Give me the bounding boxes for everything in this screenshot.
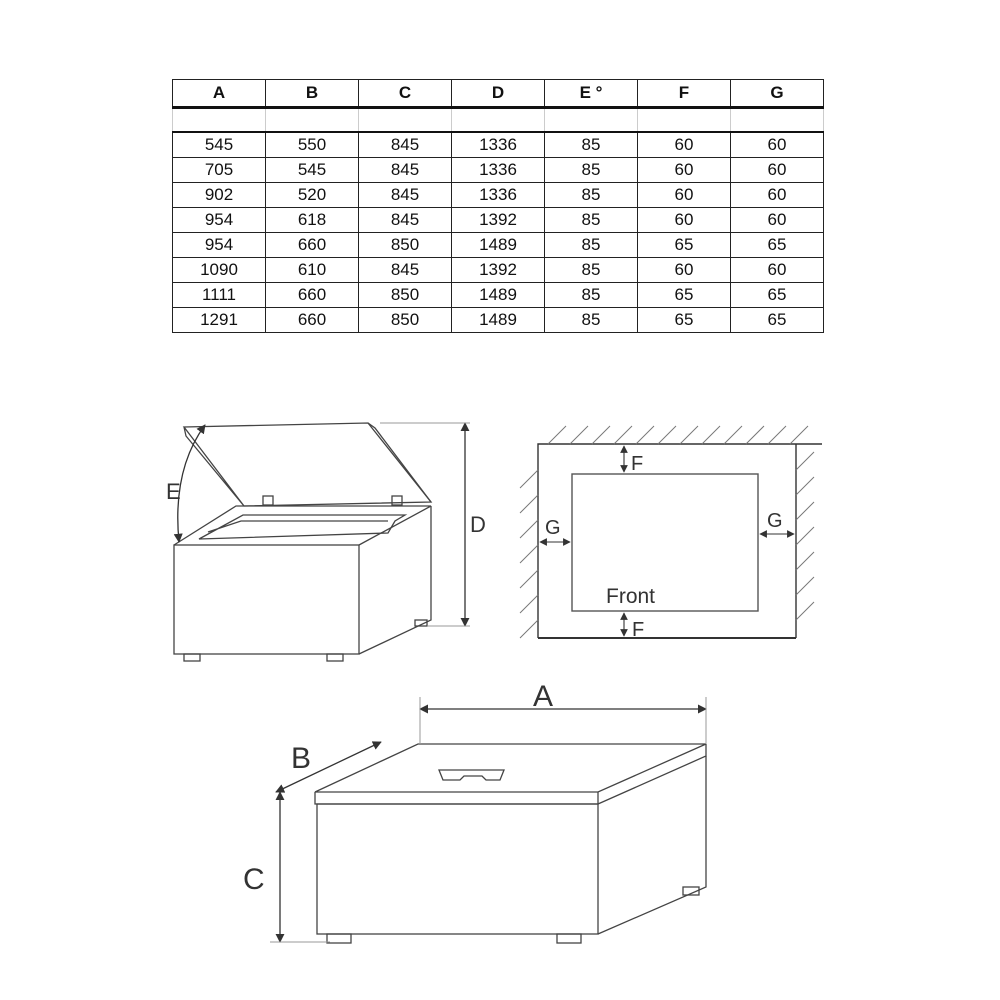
table-cell: 65	[638, 233, 731, 258]
table-cell: 545	[173, 132, 266, 158]
table-cell: 65	[638, 283, 731, 308]
interior-opening	[199, 515, 405, 539]
closed-foot-left	[327, 934, 351, 943]
table-cell: 60	[638, 132, 731, 158]
table-cell: 65	[638, 308, 731, 333]
table-cell: 705	[173, 158, 266, 183]
table-cell: 1392	[452, 208, 545, 233]
label-e: E	[166, 479, 181, 504]
table-cell: 85	[545, 183, 638, 208]
wall-hatch-top	[548, 426, 808, 444]
col-header-g: G	[731, 80, 824, 108]
label-front: Front	[606, 585, 656, 608]
wall-outline	[538, 444, 822, 638]
table-cell: 845	[359, 208, 452, 233]
body-side	[359, 506, 431, 654]
table-cell: 1489	[452, 233, 545, 258]
table-cell: 660	[266, 308, 359, 333]
table-cell: 1090	[173, 258, 266, 283]
table-cell: 1336	[452, 158, 545, 183]
table-cell: 954	[173, 208, 266, 233]
closed-lid-edge	[315, 744, 706, 804]
table-cell: 850	[359, 283, 452, 308]
lid-handle	[439, 770, 504, 780]
table-cell: 85	[545, 258, 638, 283]
table-cell: 85	[545, 283, 638, 308]
table-cell: 845	[359, 258, 452, 283]
label-g-right: G	[767, 510, 783, 532]
table-cell: 60	[731, 183, 824, 208]
table-cell: 65	[731, 308, 824, 333]
table-cell: 1336	[452, 132, 545, 158]
table-cell: 60	[731, 258, 824, 283]
table-cell: 60	[638, 183, 731, 208]
label-f-bottom: F	[632, 619, 645, 641]
closed-lid-top	[315, 744, 706, 792]
table-cell: 85	[545, 132, 638, 158]
appliance-footprint	[572, 474, 758, 611]
open-freezer-drawing	[174, 423, 470, 661]
label-d: D	[470, 512, 486, 537]
table-cell: 85	[545, 208, 638, 233]
closed-body-side	[598, 756, 706, 934]
table-cell: 660	[266, 233, 359, 258]
label-a: A	[533, 680, 554, 713]
foot-front-left	[184, 654, 200, 661]
label-b: B	[291, 742, 312, 775]
table-cell: 850	[359, 233, 452, 258]
label-g-left: G	[545, 517, 561, 539]
closed-foot-right	[557, 934, 581, 943]
closed-body-front	[317, 804, 598, 934]
table-cell: 550	[266, 132, 359, 158]
table-cell: 1489	[452, 283, 545, 308]
hinge-left	[263, 496, 273, 505]
table-cell: 65	[731, 233, 824, 258]
table-cell: 520	[266, 183, 359, 208]
table-cell: 610	[266, 258, 359, 283]
col-header-f: F	[638, 80, 731, 108]
table-cell: 1291	[173, 308, 266, 333]
col-header-d: D	[452, 80, 545, 108]
open-lid	[184, 423, 431, 506]
col-header-a: A	[173, 80, 266, 108]
clearance-drawing	[520, 426, 822, 638]
table-cell: 60	[731, 132, 824, 158]
hinge-right	[392, 496, 402, 505]
col-header-b: B	[266, 80, 359, 108]
col-header-e: E °	[545, 80, 638, 108]
col-header-c: C	[359, 80, 452, 108]
table-cell: 1111	[173, 283, 266, 308]
table-cell: 902	[173, 183, 266, 208]
table-cell: 845	[359, 183, 452, 208]
table-cell: 850	[359, 308, 452, 333]
table-cell: 85	[545, 308, 638, 333]
table-cell: 1336	[452, 183, 545, 208]
table-cell: 60	[638, 158, 731, 183]
foot-front-right	[327, 654, 343, 661]
wall-hatch-left	[520, 470, 538, 638]
label-c: C	[243, 863, 265, 896]
table-cell: 845	[359, 132, 452, 158]
wall-hatch-right	[796, 452, 814, 620]
table-cell: 954	[173, 233, 266, 258]
closed-freezer-drawing	[270, 697, 706, 943]
table-cell: 660	[266, 283, 359, 308]
table-cell: 60	[731, 208, 824, 233]
table-cell: 85	[545, 233, 638, 258]
label-f-top: F	[631, 453, 644, 475]
body-front	[174, 545, 359, 654]
table-cell: 85	[545, 158, 638, 183]
table-cell: 60	[638, 258, 731, 283]
table-cell: 545	[266, 158, 359, 183]
table-cell: 65	[731, 283, 824, 308]
table-cell: 1489	[452, 308, 545, 333]
table-cell: 60	[638, 208, 731, 233]
table-cell: 1392	[452, 258, 545, 283]
table-cell: 845	[359, 158, 452, 183]
table-cell: 60	[731, 158, 824, 183]
table-cell: 618	[266, 208, 359, 233]
